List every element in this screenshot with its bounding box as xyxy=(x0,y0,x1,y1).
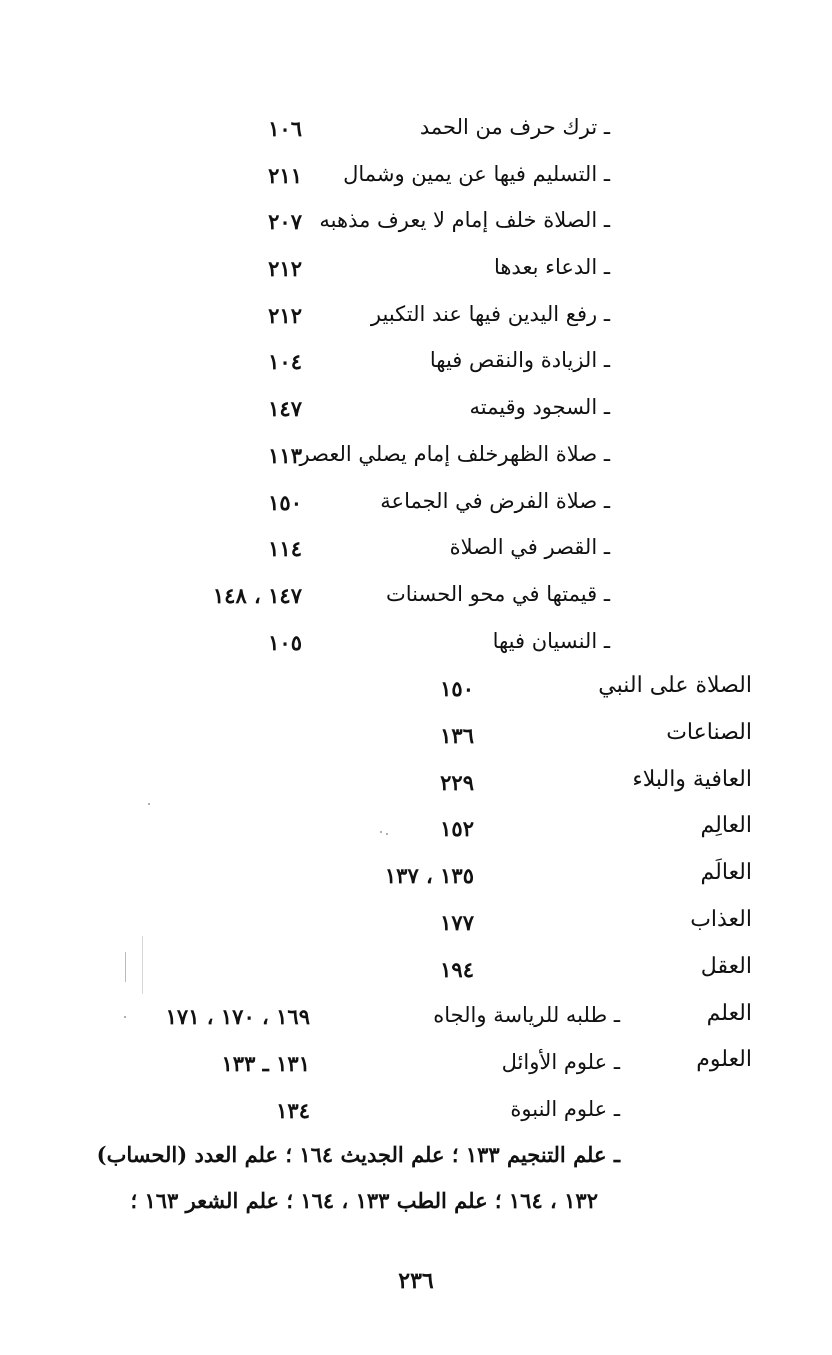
scan-artifact xyxy=(380,831,382,833)
scan-artifact xyxy=(148,803,150,805)
entry-pages: ١٣١ ـ ١٣٣ xyxy=(221,1051,310,1076)
paragraph-line: ـ علم التنجيم ١٣٣ ؛ علم الجديث ١٦٤ ؛ علم العدد (الحساب) xyxy=(96,1142,620,1167)
headword-pages: ١٥٠ xyxy=(440,676,474,701)
scan-artifact xyxy=(386,833,388,835)
entry-pages: ٢١١ xyxy=(268,163,302,188)
headword: الصلاة على النبي xyxy=(598,673,752,698)
entry-text: ـ الزيادة والنقص فيها xyxy=(429,348,610,372)
page-number: ٢٣٦ xyxy=(398,1268,434,1294)
entry-text: ـ علوم النبوة xyxy=(510,1097,620,1121)
headword: العالَم xyxy=(700,860,752,885)
headword-pages: ١٣٦ xyxy=(440,723,474,748)
entry-pages: ٢٠٧ xyxy=(268,209,302,234)
entry-text: ـ قيمتها في محو الحسنات xyxy=(385,582,610,606)
headword-pages: ٢٢٩ xyxy=(440,770,474,795)
headword: العلم xyxy=(706,1001,752,1026)
entry-text: ـ صلاة الفرض في الجماعة xyxy=(380,489,610,513)
paragraph-line: ١٣٢ ، ١٦٤ ؛ علم الطب ١٣٣ ، ١٦٤ ؛ علم الشعر ١٦٣ ؛ xyxy=(130,1188,598,1213)
headword: العلوم xyxy=(696,1047,752,1072)
entry-pages: ١١٤ xyxy=(268,536,302,561)
entry-pages: ٢١٢ xyxy=(268,303,302,328)
entry-pages: ٢١٢ xyxy=(268,256,302,281)
entry-pages: ١٠٤ xyxy=(268,349,302,374)
entry-text: ـ علوم الأوائل xyxy=(501,1050,620,1074)
entry-pages: ١٤٧ xyxy=(268,396,302,421)
scan-artifact xyxy=(142,936,143,994)
entry-text: ـ الدعاء بعدها xyxy=(493,255,610,279)
headword: الصناعات xyxy=(666,720,752,745)
headword-pages: ١٩٤ xyxy=(440,957,474,982)
scan-artifact xyxy=(124,1016,126,1018)
entry-text: ـ طلبه للرياسة والجاه xyxy=(433,1003,620,1027)
entry-pages: ١٥٠ xyxy=(268,490,302,515)
entry-text: ـ التسليم فيها عن يمين وشمال xyxy=(343,162,610,186)
entry-pages: ١٦٩ ، ١٧٠ ، ١٧١ xyxy=(165,1004,310,1029)
entry-text: ـ السجود وقيمته xyxy=(469,395,610,419)
scan-artifact xyxy=(125,952,126,982)
entry-text: ـ رفع اليدين فيها عند التكبير xyxy=(370,302,610,326)
entry-text: ـ النسيان فيها xyxy=(492,629,610,653)
entry-pages: ١٠٥ xyxy=(268,630,302,655)
entry-text: ـ صلاة الظهرخلف إمام يصلي العصر xyxy=(299,442,610,466)
headword: العافية والبلاء xyxy=(632,767,752,792)
headword-pages: ١٧٧ xyxy=(440,910,474,935)
headword: العقل xyxy=(700,954,752,979)
entry-pages: ١٠٦ xyxy=(268,116,302,141)
entry-text: ـ القصر في الصلاة xyxy=(449,535,610,559)
headword-pages: ١٥٢ xyxy=(440,816,474,841)
entry-pages: ١٣٤ xyxy=(276,1098,310,1123)
headword: العالِم xyxy=(700,813,752,838)
headword: العذاب xyxy=(690,907,752,932)
entry-pages: ١٤٧ ، ١٤٨ xyxy=(212,583,302,608)
entry-text: ـ ترك حرف من الحمد xyxy=(419,115,610,139)
headword-pages: ١٣٥ ، ١٣٧ xyxy=(384,863,474,888)
entry-pages: ١١٣ xyxy=(268,443,302,468)
entry-text: ـ الصلاة خلف إمام لا يعرف مذهبه xyxy=(319,208,610,232)
